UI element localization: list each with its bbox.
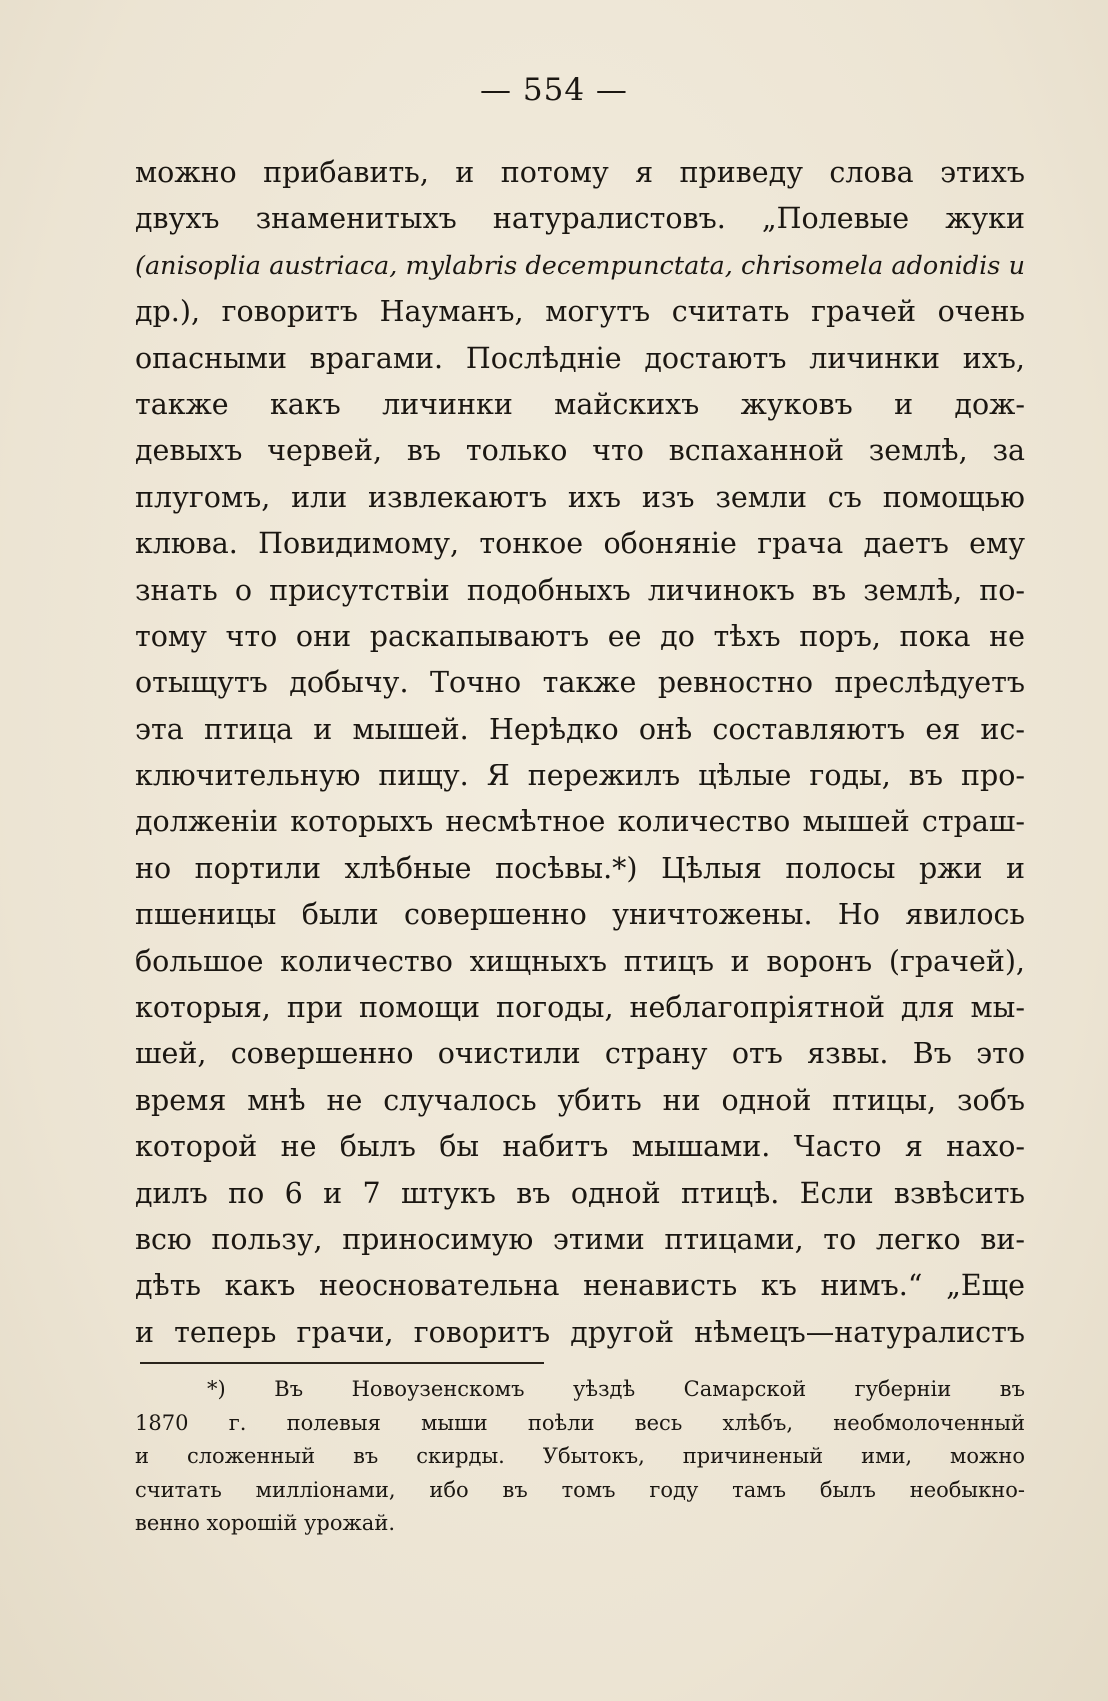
text-line: долженіи которыхъ несмѣтное количество мышей страш- — [135, 805, 1025, 839]
footnote-line: венно хорошій урожай. — [135, 1511, 395, 1535]
text-line: тому что они раскапываютъ ее до тѣхъ поръ, пока не — [135, 619, 1025, 653]
footnote-line: 1870 г. полевыя мыши поѣли весь хлѣбъ, необмолоченный — [135, 1410, 1025, 1435]
footnote-divider — [140, 1362, 544, 1364]
text-line: девыхъ червей, въ только что вспаханной землѣ, за — [135, 434, 1025, 468]
text-line: которыя, при помощи погоды, неблагопріятной для мы- — [135, 991, 1025, 1025]
footnote-line: считать милліонами, ибо въ томъ году тамъ былъ необыкно- — [135, 1477, 1025, 1502]
text-line: время мнѣ не случалось убить ни одной птицы, зобъ — [135, 1083, 1025, 1117]
footnote-line: *) Въ Новоузенскомъ уѣздѣ Самарской губерніи въ — [207, 1377, 1025, 1401]
text-line: двухъ знаменитыхъ натуралистовъ. „Полевые жуки — [135, 202, 1025, 236]
text-line: можно прибавить, и потому я приведу слова этихъ — [135, 156, 1025, 189]
text-line: пшеницы были совершенно уничтожены. Но явилось — [135, 898, 1025, 932]
text-line: и теперь грачи, говоритъ другой нѣмецъ—натуралистъ — [135, 1315, 1025, 1349]
text-line: также какъ личинки майскихъ жуковъ и дож- — [135, 387, 1025, 421]
text-line: дилъ по 6 и 7 штукъ въ одной птицѣ. Если взвѣсить — [135, 1176, 1025, 1210]
footnote — [135, 1373, 1025, 1541]
text-line: ключительную пищу. Я пережилъ цѣлые годы, въ про- — [135, 759, 1025, 793]
text-line: дѣть какъ неосновательна ненависть къ нимъ.“ „Еще — [135, 1269, 1025, 1303]
text-line: всю пользу, приносимую этими птицами, то легко ви- — [135, 1222, 1025, 1256]
text-line: эта птица и мышей. Нерѣдко онѣ составляютъ ея ис- — [135, 712, 1025, 746]
text-line: но портили хлѣбные посѣвы.*) Цѣлыя полосы ржи и — [135, 851, 1025, 885]
footnote-line: и сложенный въ скирды. Убытокъ, причиненый ими, можно — [135, 1444, 1025, 1468]
text-line: опасными врагами. Послѣдніе достаютъ личинки ихъ, — [135, 341, 1025, 375]
text-line: знать о присутствіи подобныхъ личинокъ въ землѣ, по- — [135, 573, 1025, 607]
body-text — [135, 150, 1025, 1356]
text-line: отыщутъ добычу. Точно также ревностно преслѣдуетъ — [135, 666, 1025, 700]
text-line: большое количество хищныхъ птицъ и воронъ (грачей), — [135, 944, 1025, 978]
text-line: шей, совершенно очистили страну отъ язвы. Въ это — [135, 1037, 1025, 1071]
text-line: др.), говоритъ Науманъ, могутъ считать грачей очень — [135, 295, 1025, 329]
text-line: которой не былъ бы набитъ мышами. Часто я нахо- — [135, 1130, 1025, 1164]
text-line: клюва. Повидимому, тонкое обоняніе грача даетъ ему — [135, 527, 1025, 561]
text-line-latin-names: (anisoplia austriaca, mylabris decempunctata, chrisomela adonidis и — [135, 250, 1025, 281]
page-number: — 554 — — [480, 72, 628, 108]
text-line: плугомъ, или извлекаютъ ихъ изъ земли съ помощью — [135, 480, 1025, 514]
